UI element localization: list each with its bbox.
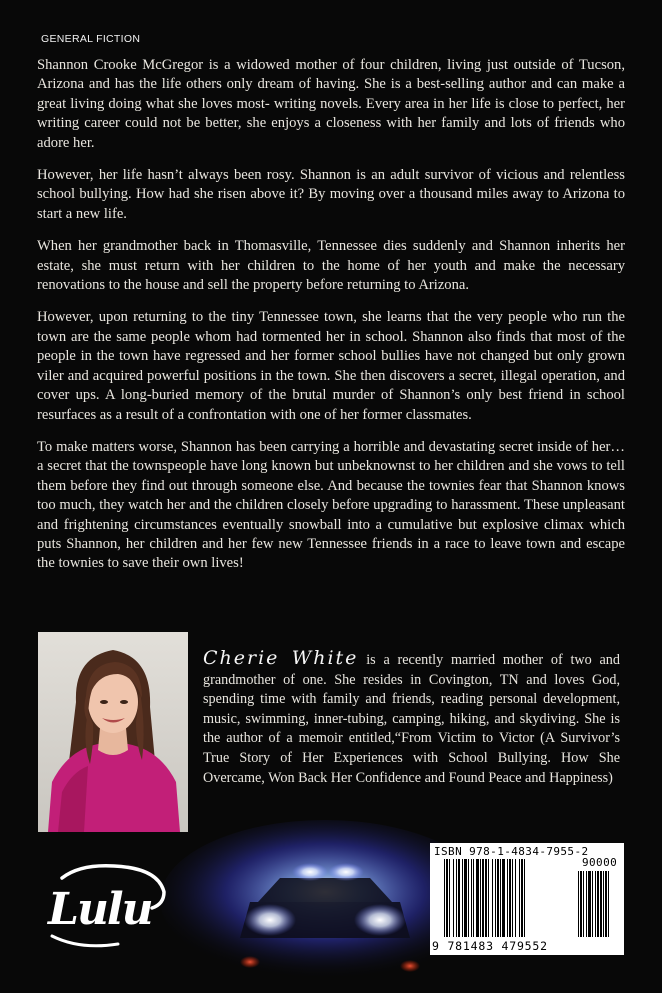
back-cover-blurb — [37, 56, 625, 587]
barcode-bar — [444, 859, 445, 937]
barcode-bar — [515, 859, 516, 937]
barcode-bar — [488, 859, 489, 937]
isbn-barcode — [430, 843, 624, 955]
ean-digits: 9 781483 479552 — [432, 939, 548, 953]
barcode-bar — [521, 859, 523, 937]
barcode-addon-bar — [600, 871, 602, 937]
barcode-bar — [473, 859, 474, 937]
barcode-addon-bar — [608, 871, 609, 937]
blurb-paragraph: Shannon Crooke McGregor is a widowed mother of four children, living just outside of Tucson, Arizona and has the life others only dream of having. She is a best-selling author and can make a great living doing what she loves most- writing novels. Every area in her life is close to perfect, her writing career could not be better, she enjoys a closeness with her family and lots of friends who adore her. — [37, 57, 625, 151]
isbn-addon-number: 90000 — [582, 856, 618, 869]
barcode-addon-bar — [592, 871, 593, 937]
barcode-addon-bar — [588, 871, 591, 937]
barcode-addon-bar — [595, 871, 596, 937]
blurb-paragraph: However, upon returning to the tiny Tennessee town, she learns that the very people who run the town are the same people whom had tormented her in school. Shannon also finds that most of the people in the town have regressed and her former school bullies have not changed but only grown viler and acquired powerful positions in the town. She then discovers a secret, illegal operation, and cover ups. A long-buried memory of the brutal murder of Shannon’s only best friend in school resurfaces as a result of a confrontation with one of her former classmates. — [37, 309, 625, 423]
author-portrait-image — [38, 632, 188, 832]
author-photo — [38, 632, 188, 832]
barcode-bar — [482, 859, 484, 937]
lulu-logo-text: Lulu — [48, 884, 152, 935]
barcode-bar — [509, 859, 511, 937]
barcode-bar — [453, 859, 454, 937]
barcode-bar — [497, 859, 499, 937]
barcode-bar — [449, 859, 450, 937]
barcode-bar — [495, 859, 496, 937]
barcode-bar — [519, 859, 520, 937]
author-bio — [203, 649, 620, 788]
blurb-paragraph: When her grandmother back in Thomasville, Tennessee dies suddenly and Shannon inherits her estate, she must return with her children to the home of her youth and make the necessary renovations to the house and sell the property before returning to Arizona. — [37, 238, 625, 294]
barcode-bar — [502, 859, 505, 937]
barcode-bar — [480, 859, 481, 937]
blurb-paragraph: To make matters worse, Shannon has been carrying a horrible and devastating secret inside of her…a secret that the townspeople have long known but unbeknownst to her children and she vows to tell them before they find out through someone else. And because the townies fear that Shannon knows too much, they watch her and the children closely before upgrading to harassment. These unpleasant and frightening circumstances eventually snowball into a cumulative but explosive climax which puts Shannon, her children and her few new Tennessee friends in a race to leave town and escape the townies to save their own lives! — [37, 438, 625, 572]
barcode-addon-bar — [580, 871, 582, 937]
lulu-logo — [40, 858, 172, 954]
barcode-addon-bar — [603, 871, 604, 937]
author-name: Cherie White — [203, 647, 359, 669]
barcode-addon-bar — [597, 871, 599, 937]
barcode-addon-bar — [605, 871, 607, 937]
barcode-bar — [471, 859, 472, 937]
barcode-bar — [462, 859, 463, 937]
barcode-bar — [500, 859, 501, 937]
barcode-bar — [492, 859, 493, 937]
barcode-addon-bar — [578, 871, 579, 937]
author-bio-text: is a recently married mother of two and grandmother of one. She resides in Covington, TN and loves God, spending time with family and friends, reading personal development, music, swimming, inner-tubing, camping, hiking, and skydiving. She is the author of a memoir entitled,“From Victim to Victor (A Survivor’s True Story of Her Experiences with School Bullying. How She Overcame, Won Back Her Confidence and Found Peace and Happiness) — [203, 652, 620, 786]
barcode-bar — [476, 859, 479, 937]
isbn-label: ISBN 978-1-4834-7955-2 — [434, 845, 589, 858]
barcode-bar — [464, 859, 467, 937]
barcode-bar — [512, 859, 513, 937]
genre-label: GENERAL FICTION — [41, 33, 141, 45]
barcode-bar — [446, 859, 448, 937]
barcode-bar — [485, 859, 487, 937]
barcode-bar — [468, 859, 469, 937]
barcode-bar — [458, 859, 460, 937]
barcode-addon-bar — [583, 871, 584, 937]
blurb-paragraph: However, her life hasn’t always been rosy. Shannon is an adult survivor of vicious and relentless school bullying. How had she risen above it? By moving over a thousand miles away to Arizona to start a new life. — [37, 167, 625, 222]
barcode-addon-bar — [586, 871, 587, 937]
barcode-bar — [456, 859, 457, 937]
barcode-bar — [524, 859, 525, 937]
barcode-bar — [507, 859, 508, 937]
